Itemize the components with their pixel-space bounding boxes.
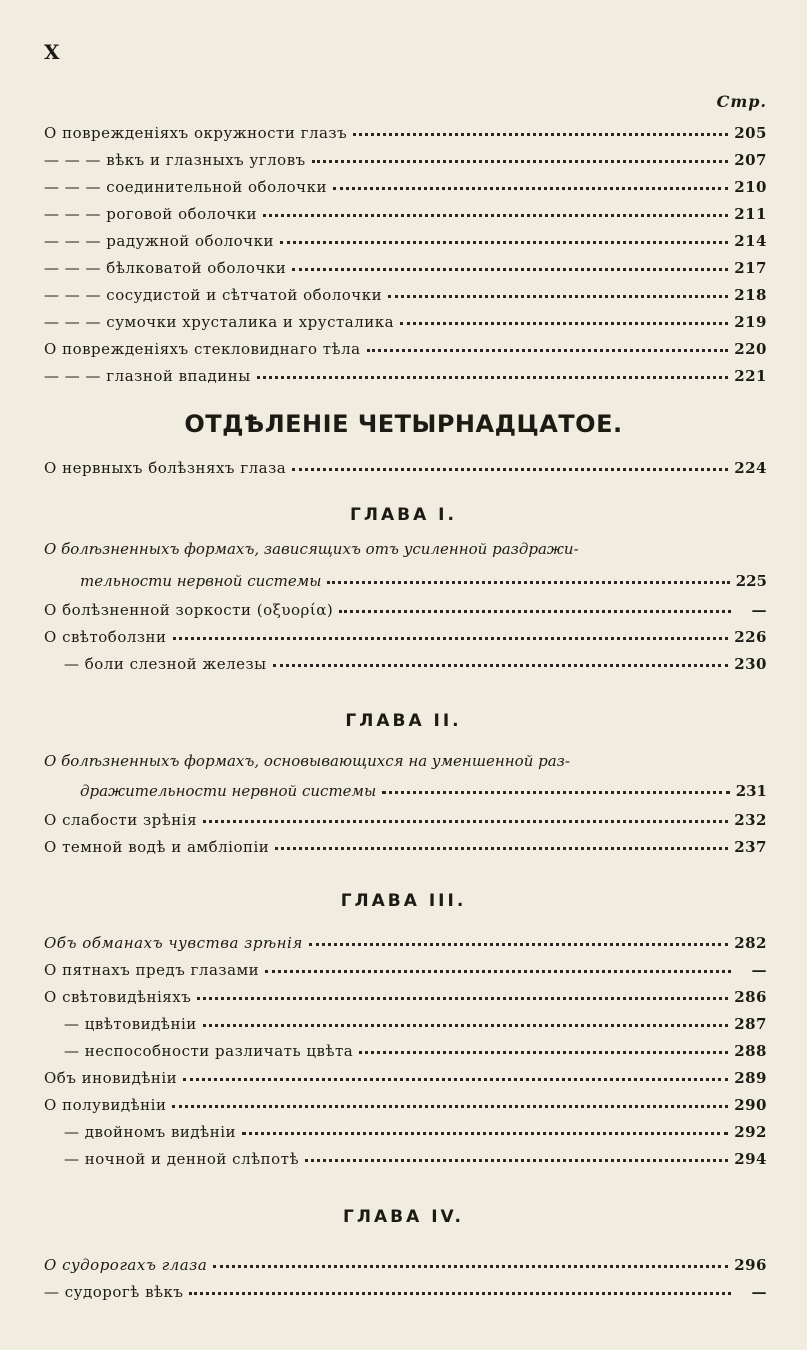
- toc-entry: [44, 1142, 767, 1168]
- entry-label: О судорогахъ глаза: [44, 1256, 208, 1274]
- toc-entry: [44, 278, 767, 304]
- dot-leader: [242, 1129, 728, 1135]
- entry-label: О пятнахъ предъ глазами: [44, 961, 260, 979]
- entry-page: 287: [734, 1015, 767, 1033]
- dot-leader: [312, 157, 728, 163]
- entry-label: — — — соединительной оболочки: [44, 178, 327, 196]
- toc-entry: [44, 593, 767, 619]
- chapter-lead-line: О болѣзненныхъ формахъ, основывающихся на уменшенной раз-: [44, 752, 570, 770]
- chapter-heading: ГЛАВА II.: [345, 711, 462, 731]
- dot-leader: [173, 634, 729, 640]
- chapter-heading: ГЛАВА III.: [340, 891, 467, 911]
- toc-entry: [44, 251, 767, 277]
- entry-label: — неспособности различать цвѣта: [64, 1042, 354, 1060]
- toc-entry: [44, 1275, 767, 1301]
- entry-label: О поврежденіяхъ окружности глазъ: [44, 124, 348, 142]
- toc-entry: [44, 143, 767, 169]
- entry-page: 282: [734, 934, 767, 952]
- entry-page: 207: [734, 151, 767, 169]
- toc-entry: [44, 953, 767, 979]
- toc-entry: [44, 647, 767, 673]
- dot-leader: [172, 1102, 728, 1108]
- entry-label: О свѣтоболзни: [44, 628, 167, 646]
- entry-page: —: [751, 1283, 767, 1301]
- entry-page: 210: [734, 178, 767, 196]
- toc-entry: [44, 1088, 767, 1114]
- entry-label: Объ обманахъ чувства зрѣнія: [44, 934, 303, 952]
- entry-page: 224: [734, 459, 767, 477]
- chapter-heading: ГЛАВА I.: [350, 505, 457, 525]
- toc-entry: [44, 170, 767, 196]
- entry-page: 292: [734, 1123, 767, 1141]
- dot-leader: [353, 130, 728, 136]
- toc-entry: [44, 332, 767, 358]
- entry-label: О нервныхъ болѣзняхъ глаза: [44, 459, 287, 477]
- dot-leader: [275, 844, 728, 850]
- dot-leader: [382, 788, 729, 794]
- entry-label: — — — сосудистой и сѣтчатой оболочки: [44, 286, 383, 304]
- entry-label: О темной водѣ и амбліопіи: [44, 838, 270, 856]
- entry-page: 296: [734, 1256, 767, 1274]
- dot-leader: [388, 292, 728, 298]
- dot-leader: [197, 994, 728, 1000]
- entry-page: 286: [734, 988, 767, 1006]
- toc-entry: [44, 305, 767, 331]
- dot-leader: [189, 1289, 731, 1295]
- dot-leader: [273, 661, 729, 667]
- entry-label: О болѣзненной зоркости (οξυορία): [44, 601, 334, 619]
- dot-leader: [367, 346, 729, 352]
- dot-leader: [339, 607, 731, 613]
- dot-leader: [183, 1075, 728, 1081]
- entry-page: 218: [734, 286, 767, 304]
- toc-entry: [44, 1034, 767, 1060]
- entry-label: — — — вѣкъ и глазныхъ угловъ: [44, 151, 306, 169]
- entry-label: — цвѣтовидѣніи: [64, 1015, 197, 1033]
- dot-leader: [333, 184, 728, 190]
- entry-page: 231: [735, 782, 767, 800]
- entry-label: О свѣтовидѣніяхъ: [44, 988, 192, 1006]
- entry-label: — судорогѣ вѣкъ: [44, 1283, 184, 1301]
- dot-leader: [213, 1262, 728, 1268]
- entry-label: О поврежденіяхъ стекловиднаго тѣла: [44, 340, 361, 358]
- dot-leader: [309, 940, 728, 946]
- entry-page: 237: [734, 838, 767, 856]
- entry-label: О слабости зрѣнія: [44, 811, 198, 829]
- dot-leader: [327, 578, 729, 584]
- dot-leader: [280, 238, 728, 244]
- toc-entry: [80, 564, 767, 590]
- entry-page: 232: [734, 811, 767, 829]
- toc-entry: [44, 1248, 767, 1274]
- toc-entry: [44, 1115, 767, 1141]
- entry-page: 226: [734, 628, 767, 646]
- entry-page: 225: [735, 572, 767, 590]
- section-heading: ОТДѢЛЕНІЕ ЧЕТЫРНАДЦАТОЕ.: [184, 410, 623, 438]
- entry-page: 217: [734, 259, 767, 277]
- toc-entry: [44, 620, 767, 646]
- toc-entry: [44, 1007, 767, 1033]
- toc-entry: [44, 1061, 767, 1087]
- entry-page: 211: [734, 205, 767, 223]
- entry-label: — — — радужной оболочки: [44, 232, 274, 250]
- dot-leader: [359, 1048, 728, 1054]
- dot-leader: [265, 967, 731, 973]
- chapter-lead-line: О болѣзненныхъ формахъ, зависящихъ отъ усиленной раздражи-: [44, 540, 579, 558]
- entry-page: 221: [734, 367, 767, 385]
- entry-label: — двойномъ видѣніи: [64, 1123, 237, 1141]
- entry-label: — боли слезной железы: [64, 655, 267, 673]
- dot-leader: [203, 1021, 728, 1027]
- entry-page: 205: [734, 124, 767, 142]
- entry-page: 290: [734, 1096, 767, 1114]
- entry-label: О полувидѣніи: [44, 1096, 167, 1114]
- entry-label: тельности нервной системы: [80, 572, 322, 590]
- entry-label: — ночной и денной слѣпотѣ: [64, 1150, 300, 1168]
- entry-label: — — — сумочки хрусталика и хрусталика: [44, 313, 395, 331]
- toc-entry: [44, 359, 767, 385]
- toc-entry: [44, 116, 767, 142]
- toc-entry: [44, 926, 767, 952]
- dot-leader: [203, 817, 728, 823]
- entry-label: — — — бѣлковатой оболочки: [44, 259, 287, 277]
- dot-leader: [263, 211, 728, 217]
- entry-page: 288: [734, 1042, 767, 1060]
- entry-page: 294: [734, 1150, 767, 1168]
- entry-page: 219: [734, 313, 767, 331]
- dot-leader: [292, 265, 728, 271]
- toc-entry: [44, 224, 767, 250]
- toc-entry: [44, 830, 767, 856]
- toc-entry: [44, 980, 767, 1006]
- page-column-label: Стр.: [716, 92, 767, 111]
- toc-entry: [44, 197, 767, 223]
- chapter-heading: ГЛАВА IV.: [343, 1207, 464, 1227]
- entry-page: —: [751, 601, 767, 619]
- entry-label: — — — роговой оболочки: [44, 205, 258, 223]
- dot-leader: [400, 319, 728, 325]
- toc-entry: [80, 774, 767, 800]
- toc-entry: [44, 803, 767, 829]
- entry-page: 214: [734, 232, 767, 250]
- entry-label: — — — глазной впадины: [44, 367, 251, 385]
- entry-page: 220: [734, 340, 767, 358]
- entry-page: 289: [734, 1069, 767, 1087]
- entry-page: 230: [734, 655, 767, 673]
- dot-leader: [305, 1156, 728, 1162]
- toc-entry: [44, 451, 767, 477]
- entry-page: —: [751, 961, 767, 979]
- dot-leader: [292, 465, 728, 471]
- entry-label: дражительности нервной системы: [80, 782, 377, 800]
- page-number: X: [44, 40, 60, 64]
- entry-label: Объ иновидѣніи: [44, 1069, 178, 1087]
- dot-leader: [257, 373, 729, 379]
